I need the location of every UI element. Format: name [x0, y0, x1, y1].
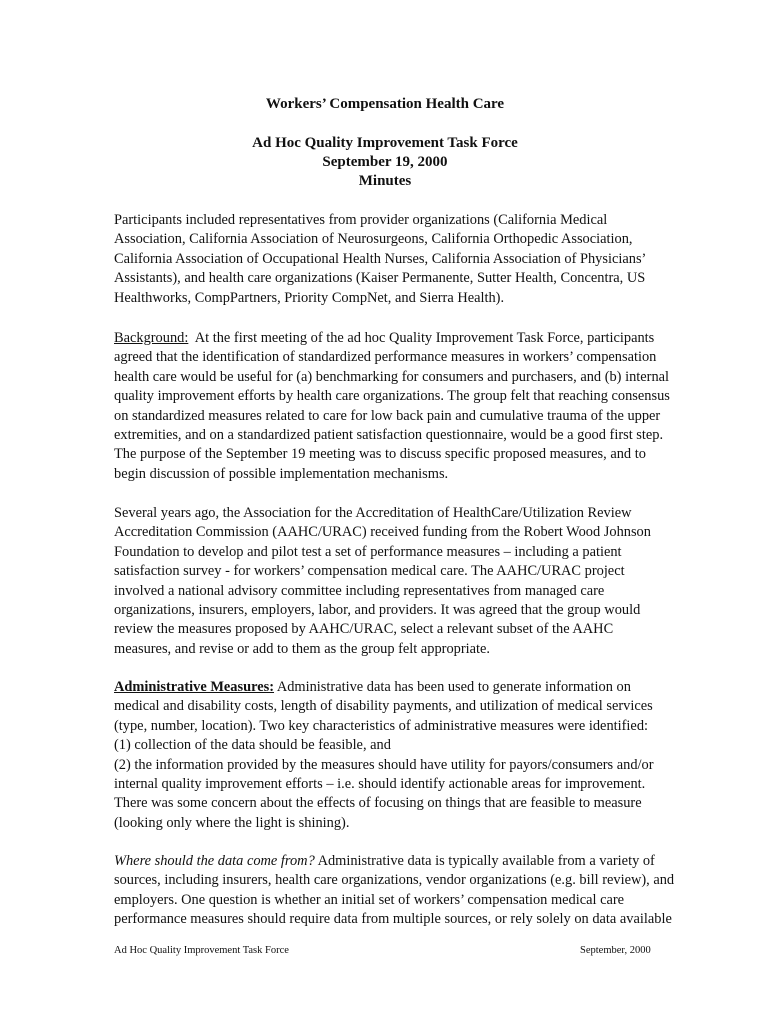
paragraph-line: [114, 678, 714, 697]
administrative-measures-paragraph: [114, 678, 714, 833]
paragraph-line: organizations, insurers, employers, labor, and providers. It was agreed that the group would: [114, 602, 641, 619]
paragraph-line: quality improvement efforts by health care organizations. The group felt that reaching consensus: [114, 388, 670, 405]
paragraph-line: performance measures should require data from multiple sources, or rely solely on data available: [114, 911, 672, 928]
administrative-measures-label: Administrative Measures:: [114, 679, 275, 695]
paragraph-line: internal quality improvement efforts – i.e. should identify actionable areas for improvement.: [114, 776, 646, 793]
paragraph-line: extremities, and on a standardized patient satisfaction questionnaire, would be a good first step.: [114, 427, 664, 444]
paragraph-line: Several years ago, the Association for the Accreditation of HealthCare/Utilization Review: [114, 505, 632, 521]
footer-right: September, 2000: [580, 945, 651, 956]
paragraph-line: sources, including insurers, health care organizations, vendor organizations (e.g. bill review), and: [114, 872, 675, 889]
paragraph-line: begin discussion of possible implementation mechanisms.: [114, 465, 449, 482]
paragraph-line: measures, and revise or add to them as the group felt appropriate.: [114, 640, 491, 657]
participants-paragraph: [114, 211, 714, 308]
data-source-question: Where should the data come from?: [114, 853, 315, 869]
paragraph-line: There was some concern about the effects of focusing on things that are feasible to measure: [114, 795, 642, 812]
paragraph-line: review the measures proposed by AAHC/URAC, select a relevant subset of the AAHC: [114, 621, 614, 638]
paragraph-line: Healthworks, CompPartners, Priority CompNet, and Sierra Health).: [114, 289, 505, 306]
paragraph-line: The purpose of the September 19 meeting was to discuss specific proposed measures, and to: [114, 446, 646, 463]
paragraph-line: (2) the information provided by the measures should have utility for payors/consumers and/or: [114, 756, 654, 773]
task-force-heading: Ad Hoc Quality Improvement Task Force: [252, 135, 518, 151]
paragraph-line: Accreditation Commission (AAHC/URAC) received funding from the Robert Wood Johnson: [114, 524, 651, 541]
data-source-paragraph: [114, 852, 714, 930]
document-title: Workers’ Compensation Health Care: [265, 96, 505, 112]
paragraph-line: involved a national advisory committee including representatives from managed care: [114, 582, 605, 599]
paragraph-line: Association, California Association of Neurosurgeons, California Orthopedic Association,: [114, 231, 633, 248]
paragraph-line: medical and disability costs, length of disability payments, and utilization of medical services: [114, 698, 653, 715]
paragraph-line: Foundation to develop and pilot test a set of performance measures – including a patient: [114, 543, 622, 560]
paragraph-line: employers. One question is whether an initial set of workers’ compensation medical care: [114, 891, 625, 908]
paragraph-line: Assistants), and health care organizations (Kaiser Permanente, Sutter Health, Concentra, US: [114, 270, 646, 287]
background-paragraph: [114, 329, 714, 484]
data-source-first-line: Administrative data is typically available from a variety of: [317, 853, 655, 869]
paragraph-line: (type, number, location). Two key characteristics of administrative measures were identified:: [114, 717, 649, 734]
several-years-paragraph: [114, 504, 714, 659]
footer-left: Ad Hoc Quality Improvement Task Force: [114, 945, 289, 956]
paragraph-line: (1) collection of the data should be feasible, and: [114, 737, 391, 754]
paragraph-line: (looking only where the light is shining).: [114, 814, 350, 831]
background-first-line: At the first meeting of the ad hoc Quality Improvement Task Force, participants: [194, 330, 655, 346]
administrative-first-line: Administrative data has been used to generate information on: [276, 679, 631, 695]
paragraph-line: on standardized measures related to care for low back pain and cumulative trauma of the upper: [114, 407, 661, 424]
paragraph-line: California Association of Occupational Health Nurses, California Association of Physicians’: [114, 250, 647, 267]
meeting-date-heading: September 19, 2000: [322, 154, 448, 170]
paragraph-line: health care would be useful for (a) benchmarking for consumers and purchasers, and (b) internal: [114, 368, 670, 385]
background-label: Background:: [114, 330, 189, 346]
paragraph-line: [114, 329, 714, 348]
paragraph-line: agreed that the identification of standardized performance measures in workers’ compensation: [114, 349, 657, 366]
paragraph-line: Participants included representatives from provider organizations (California Medical: [114, 212, 608, 228]
minutes-heading: Minutes: [358, 173, 412, 189]
paragraph-line: [114, 852, 714, 871]
paragraph-line: satisfaction survey - for workers’ compensation medical care. The AAHC/URAC project: [114, 563, 625, 580]
